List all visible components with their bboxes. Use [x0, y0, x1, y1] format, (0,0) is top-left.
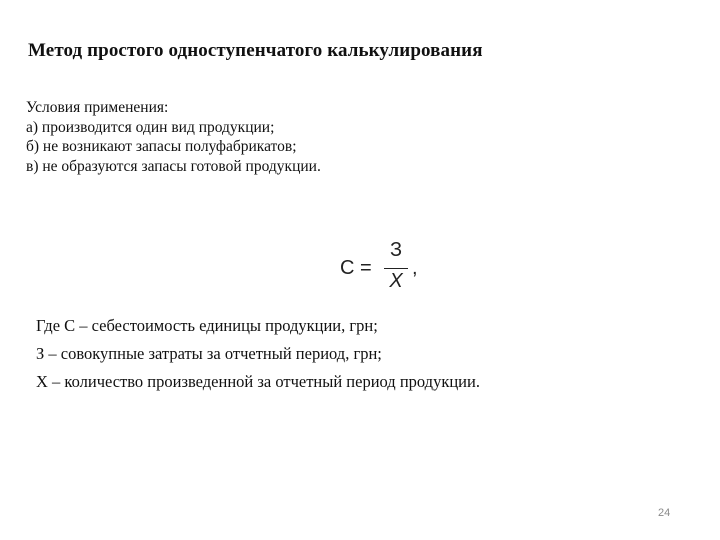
formula-comma: , — [412, 257, 418, 279]
conditions-heading: Условия применения: — [26, 99, 169, 116]
slide-title: Метод простого одноступенчатого калькулирования — [28, 40, 483, 61]
fraction-bar — [384, 268, 408, 269]
formula-denominator: Х — [389, 270, 403, 292]
condition-item: а) производится один вид продукции; — [26, 118, 275, 136]
formula-numerator: З — [389, 239, 403, 261]
definition-item: Х – количество произведенной за отчетный период продукции. — [36, 372, 480, 391]
definition-item: Где С – себестоимость единицы продукции, грн; — [36, 316, 378, 335]
formula-lhs: С = — [340, 257, 372, 279]
condition-item: б) не возникают запасы полуфабрикатов; — [26, 138, 297, 155]
definitions-block — [36, 312, 480, 396]
definition-item: З – совокупные затраты за отчетный период, грн; — [36, 344, 382, 363]
cost-formula — [340, 238, 430, 298]
conditions-block — [26, 98, 321, 176]
page-number: 24 — [658, 507, 671, 519]
condition-item: в) не образуются запасы готовой продукции. — [26, 157, 321, 175]
